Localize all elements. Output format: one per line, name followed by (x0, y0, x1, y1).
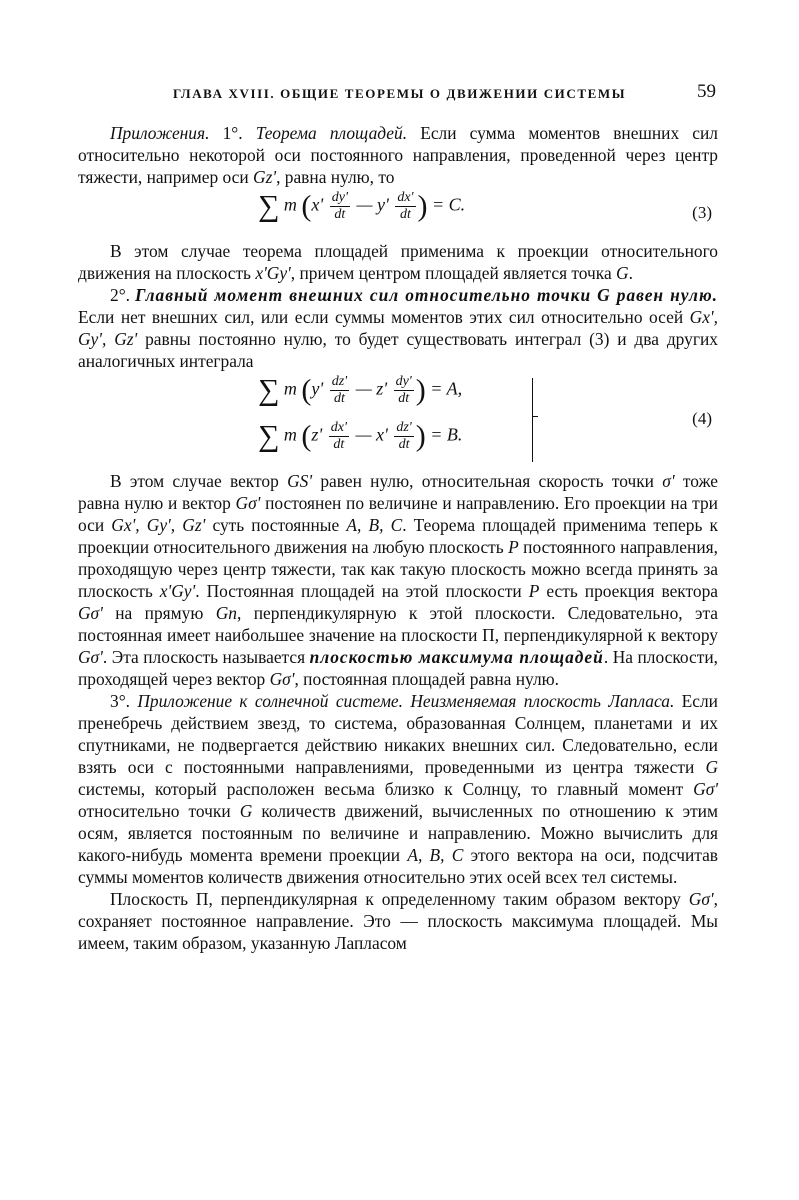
text: , перпендикулярную к этой плоскости. Следовательно, эта постоянная имеет наибольшее значение на плоскости П, перпендикулярной к вектору (78, 603, 719, 645)
text: Если нет внешних сил, или если суммы моментов этих сил относительно осей (78, 307, 690, 327)
math-inline: Gσ' (235, 493, 261, 513)
equation-3 (78, 188, 718, 240)
equation-3-expression (258, 190, 465, 223)
sum-symbol: ∑ (258, 419, 280, 453)
paren-close: ) (415, 373, 426, 407)
text: 3°. (110, 691, 138, 711)
equation-number-4: (4) (692, 409, 712, 428)
paren-close: ) (417, 189, 428, 223)
math-inline: P (508, 537, 519, 557)
text: , постоянная площадей равна нулю. (294, 669, 559, 689)
equation-4-system (78, 372, 718, 470)
frac-den: dt (334, 207, 346, 222)
text: В этом случае вектор (110, 471, 288, 491)
text: В этом случае теорема площадей применима к проекции относительного движения на плоскость (78, 241, 718, 283)
paren-open: ( (301, 189, 312, 223)
paragraph-5 (78, 690, 718, 888)
text: Плоскость П, перпендикулярная к определенному таким образом вектору (110, 889, 689, 909)
page-number: 59 (697, 81, 716, 102)
text: на прямую (102, 603, 216, 623)
text: Если сумма моментов внешних сил относительно некоторой оси постоянного направления, проведенной через центр тяжести, например оси (78, 123, 718, 187)
equation-rhs: = B. (430, 424, 463, 445)
spaced-term: плоскостью максимума площадей (309, 647, 604, 667)
math-inline: P (528, 581, 540, 601)
running-header (78, 81, 718, 108)
equation-number-3: (3) (692, 203, 712, 222)
text: , сохраняет постоянное направление. Это — плоскость максимума площадей. Мы имеем, таким образом, указанную Лапласом (78, 889, 718, 953)
math-inline: x'Gy' (159, 581, 196, 601)
frac-den: dt (334, 391, 345, 406)
math-inline: σ' (662, 471, 675, 491)
equation-rhs: = A, (430, 378, 463, 399)
sum-symbol: ∑ (258, 189, 280, 223)
paren-open: ( (301, 373, 312, 407)
frac-num: dy' (395, 374, 412, 389)
fraction (394, 420, 413, 453)
text: , равна нулю, то (276, 167, 395, 187)
frac-den: dt (398, 391, 410, 406)
frac-num: dz' (396, 420, 412, 435)
sum-symbol: ∑ (258, 373, 280, 407)
minus: — (350, 424, 376, 445)
math-inline: A, B, C (346, 515, 403, 535)
paragraph-6 (78, 888, 718, 954)
fraction (395, 190, 415, 223)
fraction (394, 374, 414, 407)
math-inline: Gσ' (688, 889, 714, 909)
text: есть проекция вектора (539, 581, 718, 601)
text: . Постоянная площадей на этой плоскости (195, 581, 529, 601)
fraction (329, 420, 349, 453)
minus: — (351, 194, 377, 215)
math-inline: Gz' (253, 167, 277, 187)
paragraph-1 (78, 122, 718, 188)
math-inline: Gx', Gy', Gz' (111, 515, 206, 535)
math-term: z' (376, 378, 388, 399)
fraction (330, 190, 350, 223)
theorem-title: Теорема площадей. (255, 123, 408, 143)
spaced-heading: Главный момент внешних сил относительно точки G равен нулю. (135, 285, 718, 305)
italic-heading: Приложения. (110, 123, 210, 143)
chapter-title: ГЛАВА XVIII. ОБЩИЕ ТЕОРЕМЫ О ДВИЖЕНИИ СИСТЕМЫ (173, 86, 627, 101)
text: относительно точки (78, 801, 240, 821)
frac-num: dx' (330, 420, 347, 435)
math-inline: G (705, 757, 718, 777)
math-inline: x'Gy' (255, 263, 291, 283)
right-brace (526, 378, 533, 462)
text: системы, который расположен весьма близко к Солнцу, то главный момент (78, 779, 694, 799)
text: . (628, 263, 633, 283)
frac-den: dt (398, 437, 410, 452)
text: равен нулю, относительная скорость точки (312, 471, 663, 491)
math-term: y' (311, 378, 324, 399)
math-inline: Gn (215, 603, 238, 623)
paren-close: ) (415, 419, 426, 453)
minus: — (351, 378, 377, 399)
math-inline: G (239, 801, 253, 821)
math-inline: Gx', Gy', Gz' (78, 307, 718, 349)
frac-num: dz' (331, 374, 348, 389)
text: Если пренебречь действием звезд, то система, образованная Солнцем, планетами и их спутниками, не подвергается действию никаких внешних сил. Следовательно, если взять оси с постоянными направлениями, проведенными из центра тяжести (78, 691, 718, 777)
paren-open: ( (301, 419, 312, 453)
math-inline: Gσ' (78, 603, 103, 623)
paragraph-2 (78, 240, 718, 284)
math-inline: GS' (287, 471, 313, 491)
text: . Эта плоскость называется (102, 647, 310, 667)
text: 1°. (209, 123, 256, 143)
math-term: x' (311, 194, 324, 215)
paragraph-3 (78, 284, 718, 372)
math-term: x' (375, 424, 388, 445)
page-body (78, 122, 718, 954)
frac-den: dt (399, 207, 411, 222)
equation-4-row-2 (258, 420, 462, 453)
text: равны постоянно нулю, то будет существовать интеграл (3) и два других аналогичных интеграла (78, 329, 718, 371)
equation-4-row-1 (258, 374, 462, 407)
text: . Теорема площадей применима теперь к проекции относительного движения на любую плоскость (78, 515, 718, 557)
text: постоянного направления, проходящую через центр тяжести, так как такую плоскость можно всегда принять за плоскость (78, 537, 718, 601)
text: , причем центром площадей является точка (290, 263, 617, 283)
fraction (330, 374, 349, 407)
math-inline: Gσ' (693, 779, 718, 799)
text: . На плоскости, проходящей через вектор (78, 647, 718, 689)
math-inline: Gσ' (269, 669, 295, 689)
text: 2°. (110, 285, 136, 305)
math-inline: A, B, C (407, 845, 464, 865)
text: этого вектора на оси, подсчитав суммы моментов количеств движения относительно этих осей всех тел системы. (78, 845, 719, 887)
math-inline: Gσ' (78, 647, 103, 667)
math-term: z' (311, 424, 323, 445)
frac-den: dt (333, 437, 345, 452)
math-m: m (283, 424, 297, 445)
frac-num: dx' (397, 190, 414, 205)
text: постоянен по величине и направлению. Его проекции на три оси (78, 493, 718, 535)
math-inline: G (616, 263, 629, 283)
math-m: m (283, 194, 297, 215)
paragraph-4 (78, 470, 718, 690)
text: тоже равна нулю и вектор (78, 471, 718, 513)
frac-num: dy' (331, 190, 348, 205)
math-term: y' (376, 194, 389, 215)
math-m: m (283, 378, 297, 399)
text: суть постоянные (205, 515, 347, 535)
equation-rhs: = C. (432, 194, 466, 215)
italic-heading: Приложение к солнечной системе. Неизменяемая плоскость Лапласа. (137, 691, 675, 711)
text: количеств движений, вычисленных по отношению к этим осям, является постоянным по величине и направлению. Можно вычислить для какого-нибудь момента времени проекции (78, 801, 718, 865)
